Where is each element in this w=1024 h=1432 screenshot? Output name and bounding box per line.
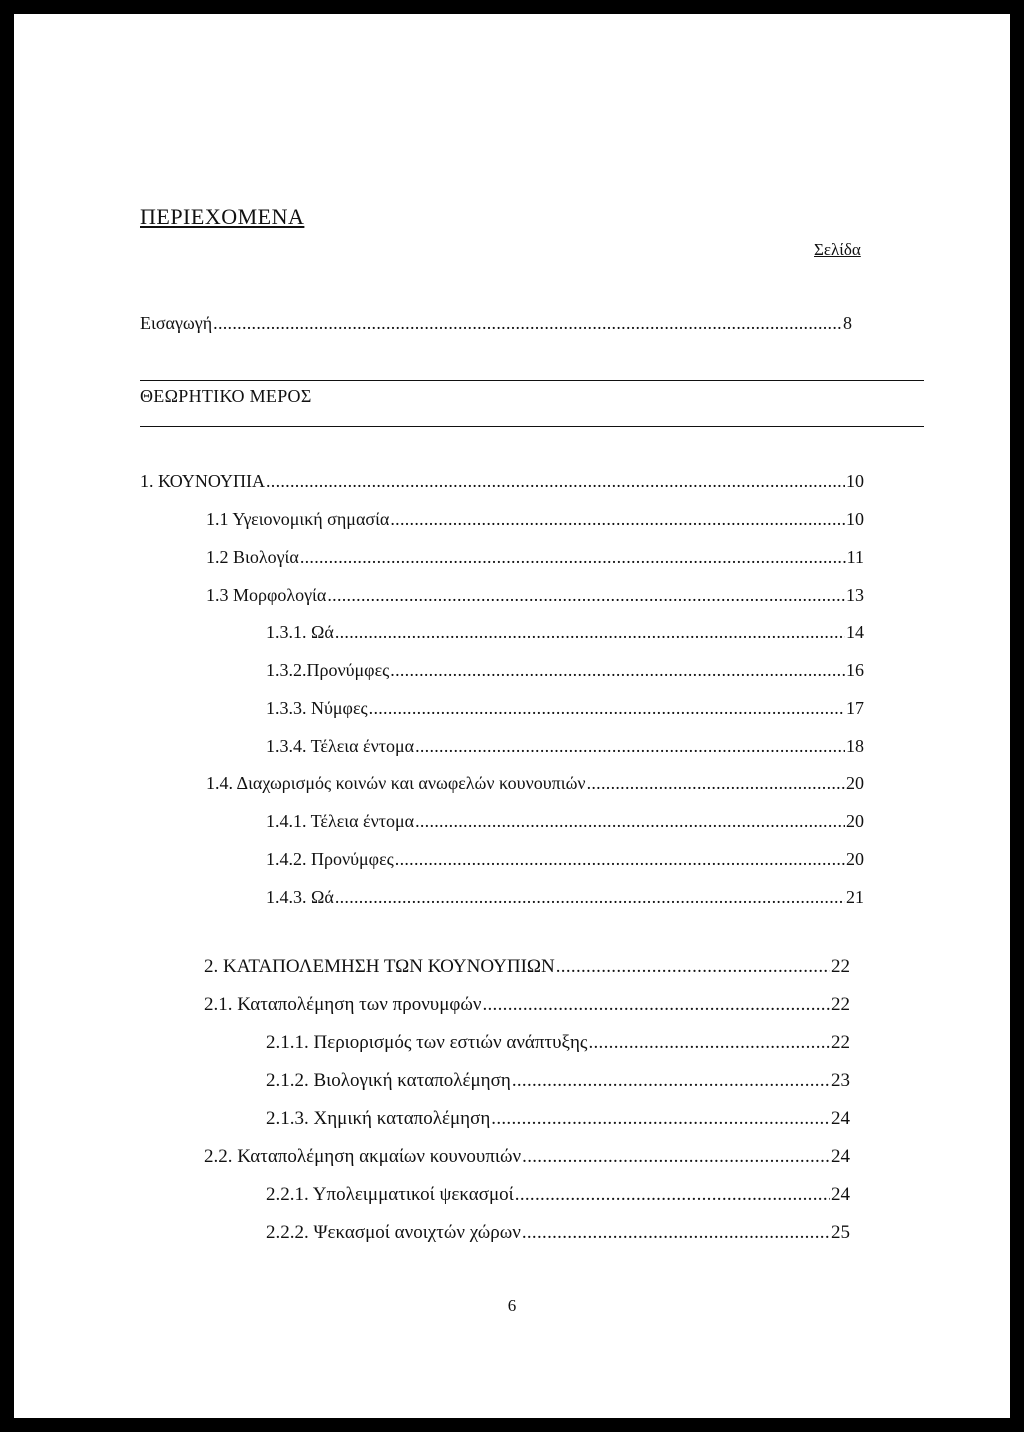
toc-entry-page: 20 bbox=[846, 849, 864, 869]
toc-leader-dots bbox=[512, 1070, 830, 1092]
page-number: 6 bbox=[507, 1296, 517, 1315]
toc-entry-label: 1.4. Διαχωρισμός κοινών και ανωφελών κουνουπιών bbox=[206, 773, 586, 793]
toc-entry-page: 22 bbox=[831, 956, 850, 977]
toc-leader-dots bbox=[482, 994, 830, 1016]
toc-leader-dots bbox=[522, 1146, 830, 1168]
toc-entry-label: 2.2.2. Ψεκασμοί ανοιχτών χώρων bbox=[266, 1222, 521, 1243]
toc-entry bbox=[266, 1222, 850, 1244]
toc-entry-label: 2.2. Καταπολέμηση ακμαίων κουνουπιών bbox=[204, 1146, 522, 1167]
toc-entry-label: 2.1.3. Χημική καταπολέμηση bbox=[266, 1108, 491, 1129]
toc-entry-page: 16 bbox=[846, 660, 864, 680]
section-rule-bottom bbox=[140, 426, 924, 427]
toc-entry-page: 20 bbox=[846, 811, 864, 831]
toc-leader-dots bbox=[515, 1184, 830, 1206]
toc-leader-dots bbox=[395, 848, 845, 870]
toc-entry-page: 10 bbox=[846, 509, 864, 529]
toc-entry bbox=[266, 735, 864, 757]
toc-entry-label: 1.4.3. Ωά bbox=[266, 887, 334, 907]
toc-leader-dots bbox=[587, 772, 845, 794]
toc-entry bbox=[204, 994, 850, 1016]
toc-entry bbox=[266, 848, 864, 870]
page-column-label: Σελίδα bbox=[814, 240, 861, 259]
toc-entry-label: 1.2 Βιολογία bbox=[206, 547, 299, 567]
toc-entry bbox=[206, 772, 864, 794]
toc-entry-page: 25 bbox=[831, 1222, 850, 1243]
toc-entry-label: 2.2.1. Υπολειμματικοί ψεκασμοί bbox=[266, 1184, 514, 1205]
toc-entry-label: 2.1.2. Βιολογική καταπολέμηση bbox=[266, 1070, 511, 1091]
toc-entry-page: 20 bbox=[846, 773, 864, 793]
toc-leader-dots bbox=[390, 659, 845, 681]
toc-leader-dots bbox=[327, 584, 845, 606]
toc-entry bbox=[266, 1070, 850, 1092]
toc-entry-label: 1.3 Μορφολογία bbox=[206, 585, 327, 605]
toc-entry-page: 24 bbox=[831, 1108, 850, 1129]
toc-entry-label: 1.4.2. Προνύμφες bbox=[266, 849, 394, 869]
toc-entry bbox=[266, 1032, 850, 1054]
toc-entry bbox=[206, 546, 864, 568]
toc-entry-label: 1.1 Υγειονομική σημασία bbox=[206, 509, 390, 529]
toc-entry bbox=[266, 1108, 850, 1130]
toc-entry-label: 2. ΚΑΤΑΠΟΛΕΜΗΣΗ ΤΩΝ ΚΟΥΝΟΥΠΙΩΝ bbox=[204, 956, 555, 977]
toc-leader-dots bbox=[588, 1032, 830, 1054]
toc-entry-intro bbox=[140, 312, 852, 334]
toc-entry bbox=[266, 810, 864, 832]
toc-entry bbox=[266, 621, 864, 643]
toc-entry bbox=[266, 886, 864, 908]
toc-entry-label: 1. ΚΟΥΝΟΥΠΙΑ bbox=[140, 471, 265, 491]
toc-entry-page: 8 bbox=[843, 313, 852, 333]
toc-entry bbox=[266, 1184, 850, 1206]
toc-entry-page: 13 bbox=[846, 585, 864, 605]
toc-leader-dots bbox=[369, 697, 845, 719]
toc-leader-dots bbox=[335, 886, 845, 908]
toc-entry-page: 21 bbox=[846, 887, 864, 907]
toc-entry-label: 1.3.2.Προνύμφες bbox=[266, 660, 390, 680]
toc-leader-dots bbox=[415, 735, 845, 757]
toc-entry-page: 22 bbox=[831, 994, 850, 1015]
section-heading: ΘΕΩΡΗΤΙΚΟ ΜΕΡΟΣ bbox=[140, 386, 312, 406]
section-rule-top bbox=[140, 380, 924, 381]
toc-entry bbox=[204, 1146, 850, 1168]
toc-leader-dots bbox=[522, 1222, 830, 1244]
toc-entry-label: Εισαγωγή bbox=[140, 313, 213, 333]
toc-leader-dots bbox=[491, 1108, 830, 1130]
toc-entry-page: 22 bbox=[831, 1032, 850, 1053]
toc-entry bbox=[206, 584, 864, 606]
toc-entry bbox=[206, 508, 864, 530]
toc-entry-label: 2.1. Καταπολέμηση των προνυμφών bbox=[204, 994, 482, 1015]
toc-entry bbox=[204, 956, 850, 978]
toc-entry-page: 10 bbox=[846, 471, 864, 491]
toc-leader-dots bbox=[213, 312, 842, 334]
toc-leader-dots bbox=[415, 810, 845, 832]
toc-entry bbox=[266, 659, 864, 681]
toc-entry-label: 1.3.1. Ωά bbox=[266, 622, 334, 642]
toc-entry-page: 14 bbox=[846, 622, 864, 642]
toc-entry-page: 24 bbox=[831, 1146, 850, 1167]
toc-leader-dots bbox=[266, 470, 845, 492]
toc-leader-dots bbox=[335, 621, 845, 643]
toc-title: ΠΕΡΙΕΧΟΜΕΝΑ bbox=[140, 204, 305, 229]
toc-entry-page: 23 bbox=[831, 1070, 850, 1091]
toc-entry bbox=[266, 697, 864, 719]
toc-leader-dots bbox=[390, 508, 845, 530]
toc-entry-label: 1.3.3. Νύμφες bbox=[266, 698, 368, 718]
toc-entry bbox=[140, 470, 864, 492]
toc-leader-dots bbox=[300, 546, 846, 568]
toc-entry-page: 11 bbox=[846, 547, 864, 567]
document-page bbox=[14, 14, 1010, 1418]
toc-entry-page: 18 bbox=[846, 736, 864, 756]
toc-leader-dots bbox=[556, 956, 830, 978]
toc-entry-label: 2.1.1. Περιορισμός των εστιών ανάπτυξης bbox=[266, 1032, 588, 1053]
toc-entry-label: 1.4.1. Τέλεια έντομα bbox=[266, 811, 415, 831]
toc-entry-page: 24 bbox=[831, 1184, 850, 1205]
toc-entry-label: 1.3.4. Τέλεια έντομα bbox=[266, 736, 415, 756]
toc-entry-page: 17 bbox=[846, 698, 864, 718]
